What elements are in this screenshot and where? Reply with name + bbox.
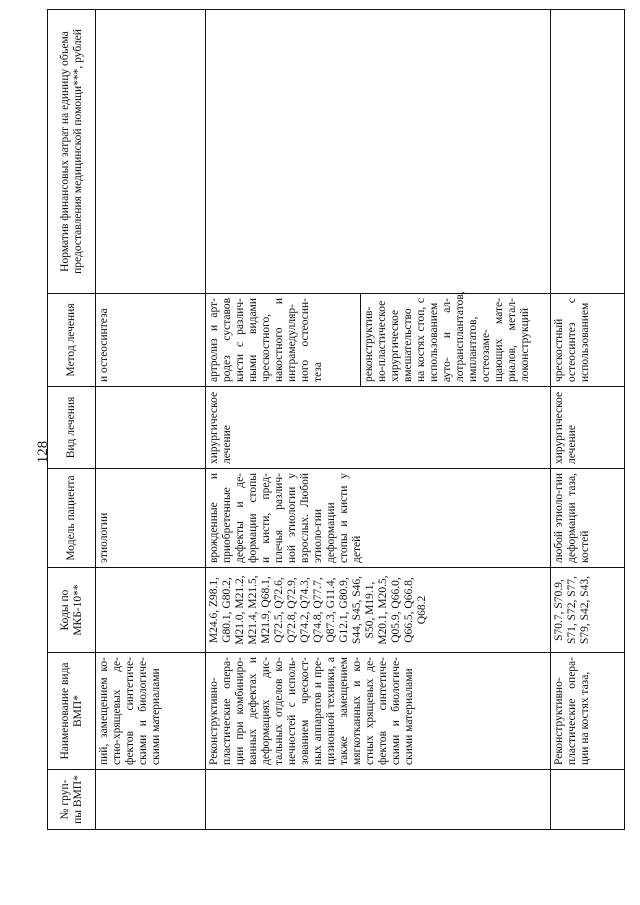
cell-codes: S70.7, S70.9, S71, S72, S77, S79, S42, S43, <box>551 568 625 653</box>
cell-method: чрескостный остеосинтез с использованием <box>551 294 625 387</box>
cell-name: пий, замещением ко-стно-хрящевых де-фектов синтетиче-скими и биологиче-скими материалами <box>96 653 206 770</box>
table-row <box>551 10 625 830</box>
col-header-cost: Норматив финансовых затрат на единицу объема предоставления медицинской помощи***, рублей <box>48 10 96 294</box>
header-row <box>48 10 96 830</box>
col-header-treatment: Вид лечения <box>48 387 96 469</box>
cell-group <box>551 770 625 830</box>
cell-name: Реконструктивно-пластические опера-ции на костях таза, <box>551 653 625 770</box>
table-row <box>96 10 206 830</box>
col-header-model: Модель пациента <box>48 469 96 568</box>
cell-codes: M24.6, Z98.1, G80.1, G80.2, M21.0, M21.2, M21.4, M21.5, M21.9, Q68.1, Q72.5, Q72.6, Q72.8, Q72.9, Q74.2, Q74.3, Q74.8, Q77.7, Q87.3, G11.4, G12.1, G80.9, S44, S45, S46, S50, M19.1, M20.1, M20.5, Q05.9, Q66.0, Q66.5, Q66.8, Q68.2 <box>206 568 551 653</box>
cell-name: Реконструктивно-пластические опера-ции при комбиниро-ванных дефектах и деформациях дис-тальных отделов ко-нечностей с исполь-зованием чрескост-ных аппаратов и пре-цизионной техники, а также замещением мягкотканных и ко-стных хрящевых де-фектов синтетиче-скими и биологиче-скими материалами <box>206 653 551 770</box>
cell-method: артролиз и арт-родез суставов кисти с различ-ными видами чрескостного, накостного и интрамедулляр-ного остеосин-теза <box>206 294 361 387</box>
cell-group <box>96 770 206 830</box>
cell-group <box>206 770 551 830</box>
cell-method: и остеосинтеза <box>96 294 206 387</box>
cell-model: врожденные и приобретенные дефекты и де-формации стопы и кисти, пред-плечья различ-ной этиологии у взрослых. Любой этиоло-гии деформации стопы и кисти у детей <box>206 469 551 568</box>
cell-cost <box>551 10 625 294</box>
cell-model: любой этиоло-гии деформации таза, костей <box>551 469 625 568</box>
col-header-name: Наименование вида ВМП* <box>48 653 96 770</box>
cell-cost <box>206 10 551 294</box>
cell-treatment <box>96 387 206 469</box>
page-number: 128 <box>35 440 51 464</box>
cell-codes <box>96 568 206 653</box>
table-row <box>206 10 361 830</box>
col-header-method: Метод лечения <box>48 294 96 387</box>
cell-method: реконструктив-но-пластическое хирургическое вмешательство на костях стоп, с использованием ауто- и ал-лотрансплантатов, имплантатов, остеозаме-щающих мате-риалов, метал-локонструкций <box>361 294 551 387</box>
cell-model: этиологии <box>96 469 206 568</box>
col-header-group: № груп-пы ВМП* <box>48 770 96 830</box>
cell-treatment: хирургическое лечение <box>206 387 551 469</box>
cell-cost <box>96 10 206 294</box>
rotated-page <box>47 10 624 830</box>
col-header-codes: Коды по МКБ-10** <box>48 568 96 653</box>
vmp-table <box>47 9 625 830</box>
cell-treatment: хирургическое лечение <box>551 387 625 469</box>
